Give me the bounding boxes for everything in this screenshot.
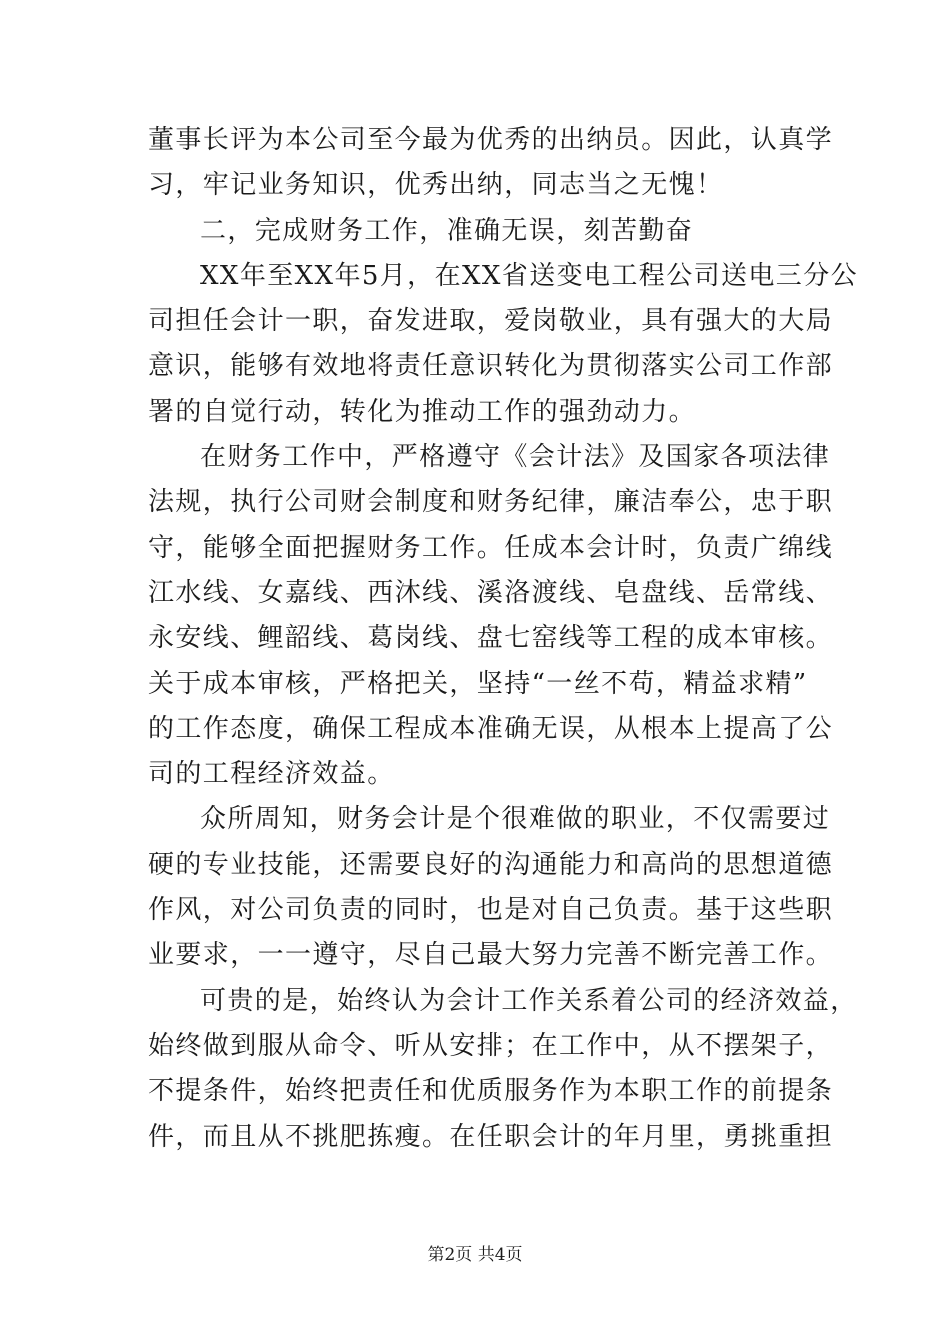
text-line: 署的自觉行动，转化为推动工作的强劲动力。	[148, 396, 697, 427]
text-line: 守，能够全面把握财务工作。任成本会计时，负责广绵线	[148, 532, 834, 563]
text-line: 关于成本审核，严格把关，坚持“一丝不苟，精益求精”	[148, 668, 808, 699]
text-line: 众所周知，财务会计是个很难做的职业，不仅需要过	[200, 804, 831, 835]
text-line: 硬的专业技能，还需要良好的沟通能力和高尚的思想道德	[148, 849, 834, 880]
text-line: 件，而且从不挑肥拣瘦。在任职会计的年月里，勇挑重担	[148, 1121, 834, 1152]
text-line: 司担任会计一职，奋发进取，爱岗敬业，具有强大的大局	[148, 306, 834, 337]
text-line: 永安线、鲤韶线、葛岗线、盘七窑线等工程的成本审核。	[148, 623, 834, 654]
text-line: 在财务工作中，严格遵守《会计法》及国家各项法律	[200, 442, 831, 473]
text-line: 业要求，一一遵守，尽自己最大努力完善不断完善工作。	[148, 940, 834, 971]
text-line: 董事长评为本公司至今最为优秀的出纳员。因此，认真学	[148, 125, 834, 155]
text-line: 始终做到服从命令、听从安排；在工作中，从不摆架子，	[148, 1030, 834, 1061]
text-line: 作风，对公司负责的同时，也是对自己负责。基于这些职	[148, 895, 834, 926]
text-line: 二，完成财务工作，准确无误，刻苦勤奋	[200, 215, 694, 246]
document-body	[148, 118, 859, 1160]
page-footer: 第2页 共4页	[427, 1245, 523, 1265]
text-line: XX年至XX年5月，在XX省送变电工程公司送电三分公	[200, 260, 859, 291]
text-line: 司的工程经济效益。	[148, 759, 395, 790]
text-line: 不提条件，始终把责任和优质服务作为本职工作的前提条	[148, 1076, 834, 1107]
text-line: 意识，能够有效地将责任意识转化为贯彻落实公司工作部	[148, 351, 834, 382]
text-line: 可贵的是，始终认为会计工作关系着公司的经济效益，	[200, 985, 858, 1016]
text-line: 的工作态度，确保工程成本准确无误，从根本上提高了公	[148, 713, 834, 744]
text-line: 江水线、女嘉线、西沐线、溪洛渡线、皂盘线、岳常线、	[148, 577, 834, 608]
text-line: 法规，执行公司财会制度和财务纪律，廉洁奉公，忠于职	[148, 487, 834, 518]
text-line: 习，牢记业务知识，优秀出纳，同志当之无愧！	[148, 170, 724, 201]
